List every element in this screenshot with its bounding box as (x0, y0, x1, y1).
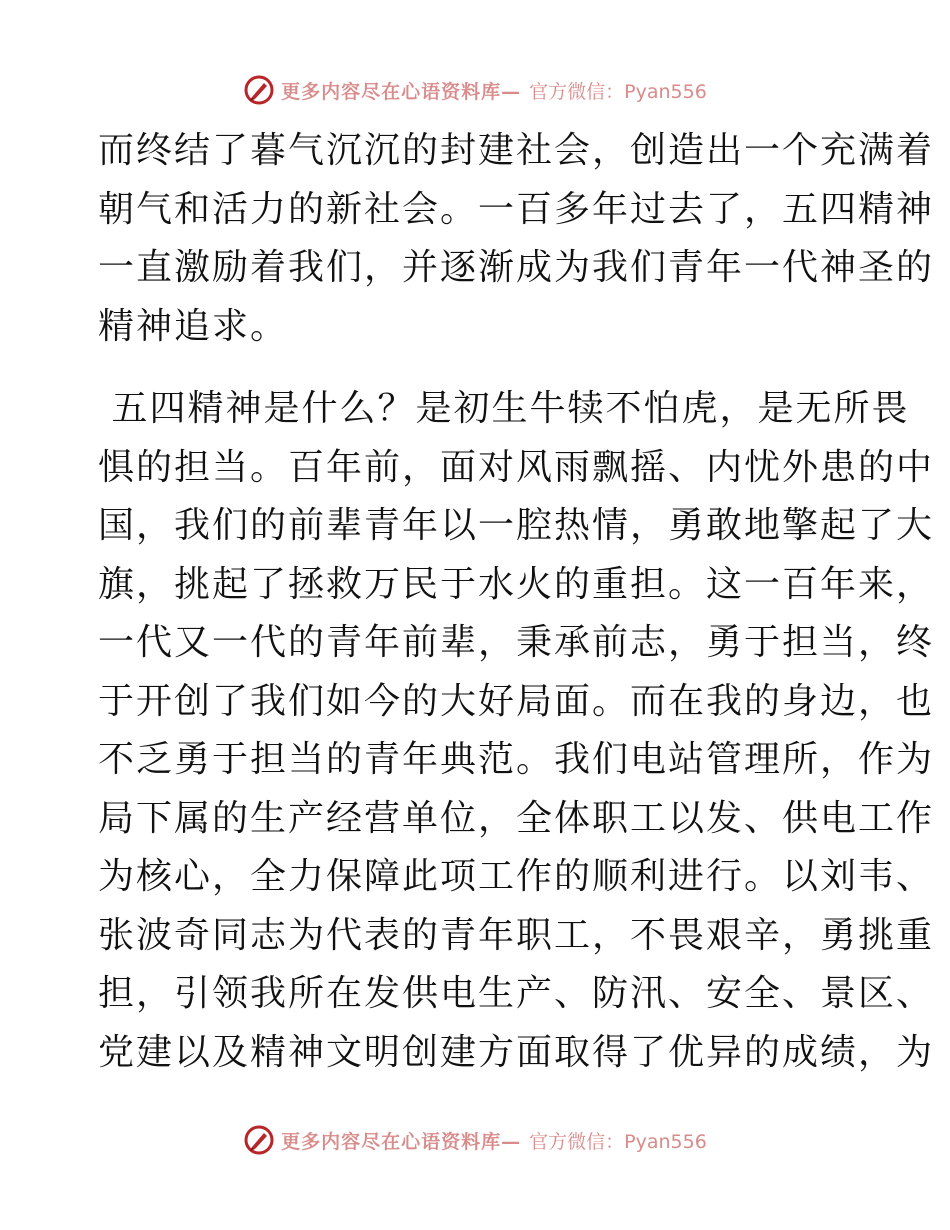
paragraph-2 (98, 380, 935, 1082)
watermark-contact: 官方微信：Pyan556 (529, 80, 707, 103)
text-line: 精神追求。 (98, 305, 289, 347)
document-body (98, 122, 935, 1082)
text-line: 一代又一代的青年前辈，秉承前志，勇于担当，终 (98, 622, 935, 663)
text-line: 张波奇同志为代表的青年职工，不畏艰辛，勇挑重 (98, 914, 935, 956)
text-line: 为核心，全力保障此项工作的顺利进行。以刘韦、 (98, 856, 935, 897)
text-line: 朝气和活力的新社会。一百多年过去了，五四精神 (98, 188, 935, 230)
text-line: 担，引领我所在发供电生产、防汛、安全、景区、 (98, 973, 935, 1014)
header-watermark (0, 70, 950, 110)
watermark-text: 更多内容尽在心语资料库— (281, 80, 522, 103)
text-line: 局下属的生产经营单位，全体职工以发、供电工作 (98, 797, 935, 839)
text-line: 于开创了我们如今的大好局面。而在我的身边，也 (98, 680, 935, 722)
watermark-contact: 官方微信：Pyan556 (529, 1130, 707, 1153)
pen-logo-icon (243, 1124, 275, 1156)
text-line: 惧的担当。百年前，面对风雨飘摇、内忧外患的中 (98, 446, 935, 488)
text-line: 旗，挑起了拯救万民于水火的重担。这一百年来， (98, 563, 935, 605)
pen-logo-icon (243, 74, 275, 106)
text-line: 不乏勇于担当的青年典范。我们电站管理所，作为 (98, 739, 935, 780)
watermark-text: 更多内容尽在心语资料库— (281, 1130, 522, 1153)
paragraph-1 (98, 122, 935, 356)
text-line: 而终结了暮气沉沉的封建社会，创造出一个充满着 (98, 130, 935, 171)
footer-watermark (0, 1120, 950, 1160)
text-line: 国，我们的前辈青年以一腔热情，勇敢地擎起了大 (98, 505, 935, 546)
text-line: 党建以及精神文明创建方面取得了优异的成绩，为 (98, 1031, 935, 1073)
text-line: 五四精神是什么？是初生牛犊不怕虎，是无所畏 (98, 388, 910, 429)
text-line: 一直激励着我们，并逐渐成为我们青年一代神圣的 (98, 247, 935, 288)
